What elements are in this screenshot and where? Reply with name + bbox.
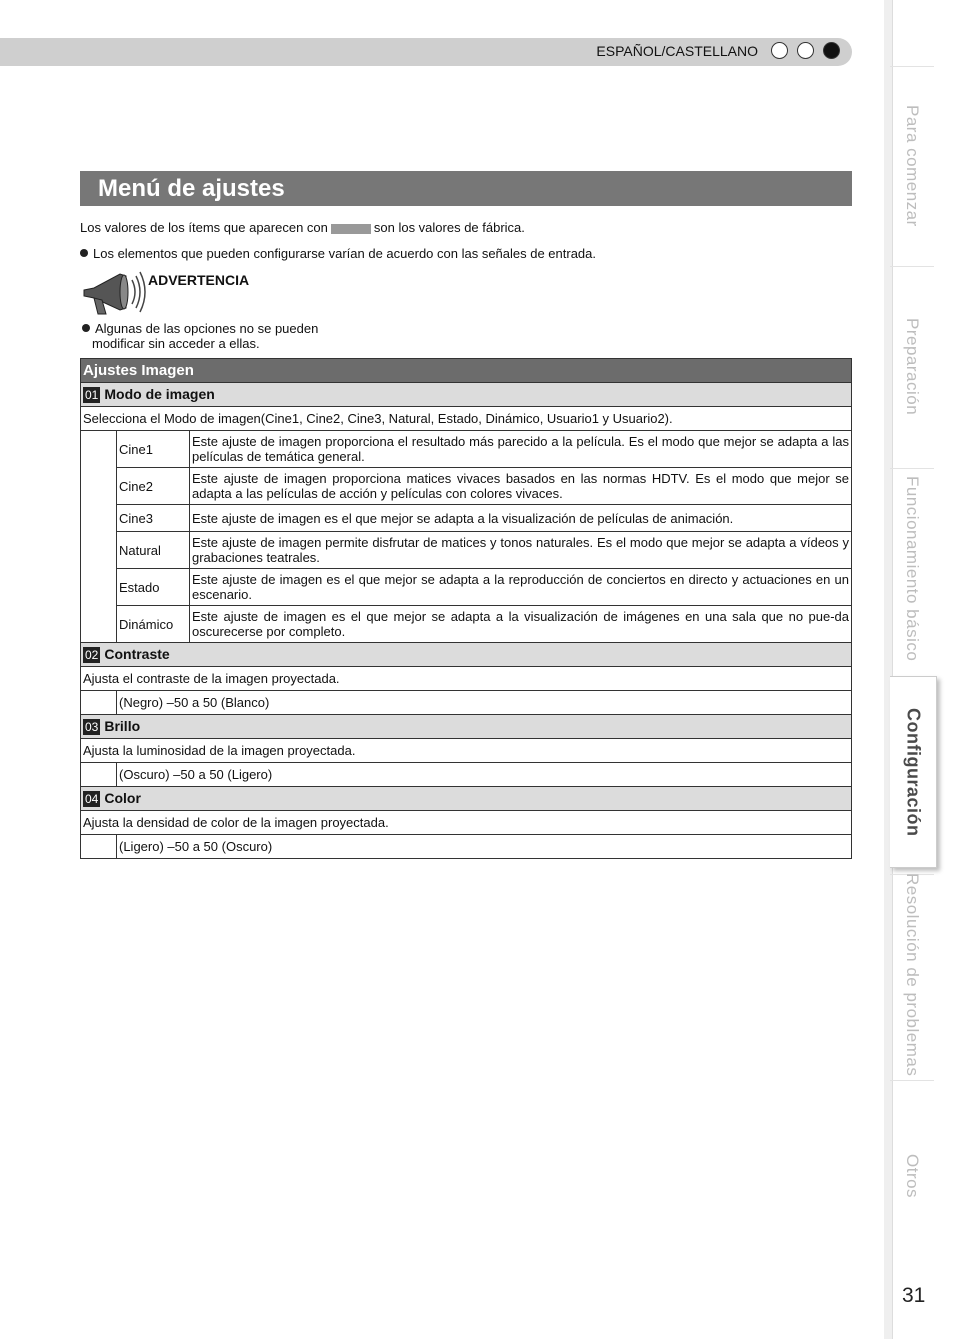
item-number-badge: 04 [85, 792, 99, 806]
indicator-dot-1 [771, 42, 788, 59]
mode-description: Este ajuste de imagen proporciona matices vivaces basados en las normas HDTV. Es el modo que mejor se adapta a las películas de acción y películas con colores vivaces. [190, 468, 852, 505]
item-description: Ajusta la densidad de color de la imagen proyectada. [81, 811, 852, 835]
page-title-bar [80, 171, 852, 206]
item-number-badge: 03 [85, 720, 99, 734]
tab-label: Preparación [903, 318, 922, 416]
section-title: Ajustes Imagen [81, 359, 852, 383]
mode-description: Este ajuste de imagen es el que mejor se adapta a la visualización de imágenes en una sala que no pue-da oscurecerse por completo. [190, 606, 852, 643]
tab-preparacion[interactable] [890, 266, 934, 467]
mode-row [81, 431, 852, 468]
mode-name: Natural [117, 532, 190, 569]
bullet-icon [82, 324, 90, 332]
warning-note [82, 321, 352, 351]
mode-name: Cine2 [117, 468, 190, 505]
tab-label: Resolución de problemas [903, 873, 922, 1077]
factory-default-note [80, 220, 525, 235]
input-signal-note [80, 246, 596, 261]
item-header-row [81, 715, 852, 739]
indicator-dot-2 [797, 42, 814, 59]
item-header-row [81, 787, 852, 811]
item-description-row [81, 407, 852, 431]
indent-cell [81, 835, 117, 859]
item-title: Color [104, 790, 141, 806]
item-number-badge: 01 [85, 388, 99, 402]
picture-settings-table [80, 358, 852, 859]
item-header [81, 383, 852, 407]
mode-description: Este ajuste de imagen es el que mejor se adapta a la reproducción de conciertos en directo y actuaciones en un escenario. [190, 569, 852, 606]
item-range: (Negro) –50 a 50 (Blanco) [117, 691, 852, 715]
warning-text-line1: Algunas de las opciones no se pueden [95, 321, 319, 336]
item-range-row [81, 835, 852, 859]
mode-description: Este ajuste de imagen proporciona el resultado más parecido a la película. Es el modo que mejor se adapta a las películas de temática general. [190, 431, 852, 468]
mode-name: Estado [117, 569, 190, 606]
section-header-row [81, 359, 852, 383]
item-header [81, 787, 852, 811]
indent-cell [81, 763, 117, 787]
item-range-row [81, 763, 852, 787]
item-description: Selecciona el Modo de imagen(Cine1, Cine2, Cine3, Natural, Estado, Dinámico, Usuario1 y Usuario2). [81, 407, 852, 431]
tab-otros[interactable] [890, 1080, 934, 1271]
tab-label: Para comenzar [903, 105, 922, 227]
indent-cell [81, 691, 117, 715]
megaphone-icon [80, 266, 146, 318]
indicator-dot-3 [823, 42, 840, 59]
item-description-row [81, 811, 852, 835]
warning-title: ADVERTENCIA [148, 272, 250, 288]
item-number-badge: 02 [85, 648, 99, 662]
item-title: Modo de imagen [104, 386, 215, 402]
item-range: (Oscuro) –50 a 50 (Ligero) [117, 763, 852, 787]
item-description: Ajusta el contraste de la imagen proyectada. [81, 667, 852, 691]
page-title: Menú de ajustes [98, 175, 285, 202]
mode-row [81, 468, 852, 505]
item-title: Contraste [104, 646, 170, 662]
item-description: Ajusta la luminosidad de la imagen proyectada. [81, 739, 852, 763]
tab-label: Funcionamiento básico [903, 476, 922, 662]
tab-label: Configuración [903, 707, 924, 837]
tab-para-comenzar[interactable] [890, 66, 934, 265]
item-range-row [81, 691, 852, 715]
intro-text-after: son los valores de fábrica. [373, 220, 525, 235]
page-number: 31 [902, 1284, 926, 1307]
item-description-row [81, 739, 852, 763]
section-tabs [884, 0, 954, 1339]
mode-description: Este ajuste de imagen permite disfrutar de matices y tonos naturales. Es el modo que mejor se adapta a vídeos y grabaciones teatrales. [190, 532, 852, 569]
mode-name: Cine1 [117, 431, 190, 468]
tab-resolucion-de-problemas[interactable] [890, 874, 934, 1075]
tab-label: Otros [903, 1153, 922, 1199]
item-header [81, 715, 852, 739]
mode-row [81, 569, 852, 606]
tab-configuracion[interactable] [890, 676, 937, 868]
language-label: ESPAÑOL/CASTELLANO [596, 43, 758, 59]
language-indicator [771, 42, 840, 59]
mode-row [81, 532, 852, 569]
warning-text-line2: modificar sin acceder a ellas. [92, 336, 260, 351]
item-header-row [81, 383, 852, 407]
mode-name: Cine3 [117, 505, 190, 532]
intro-text-before: Los valores de los ítems que aparecen con [80, 220, 328, 235]
item-range: (Ligero) –50 a 50 (Oscuro) [117, 835, 852, 859]
tab-funcionamiento-basico[interactable] [890, 468, 934, 669]
note-text: Los elementos que pueden configurarse varían de acuerdo con las señales de entrada. [93, 246, 597, 261]
indent-cell [81, 431, 117, 643]
item-header [81, 643, 852, 667]
factory-default-swatch [331, 224, 371, 234]
language-bar [0, 38, 852, 66]
mode-name: Dinámico [117, 606, 190, 643]
item-description-row [81, 667, 852, 691]
bullet-icon [80, 249, 88, 257]
mode-row [81, 606, 852, 643]
mode-row [81, 505, 852, 532]
item-title: Brillo [104, 718, 141, 734]
item-header-row [81, 643, 852, 667]
mode-description: Este ajuste de imagen es el que mejor se adapta a la visualización de películas de animación. [190, 505, 852, 532]
